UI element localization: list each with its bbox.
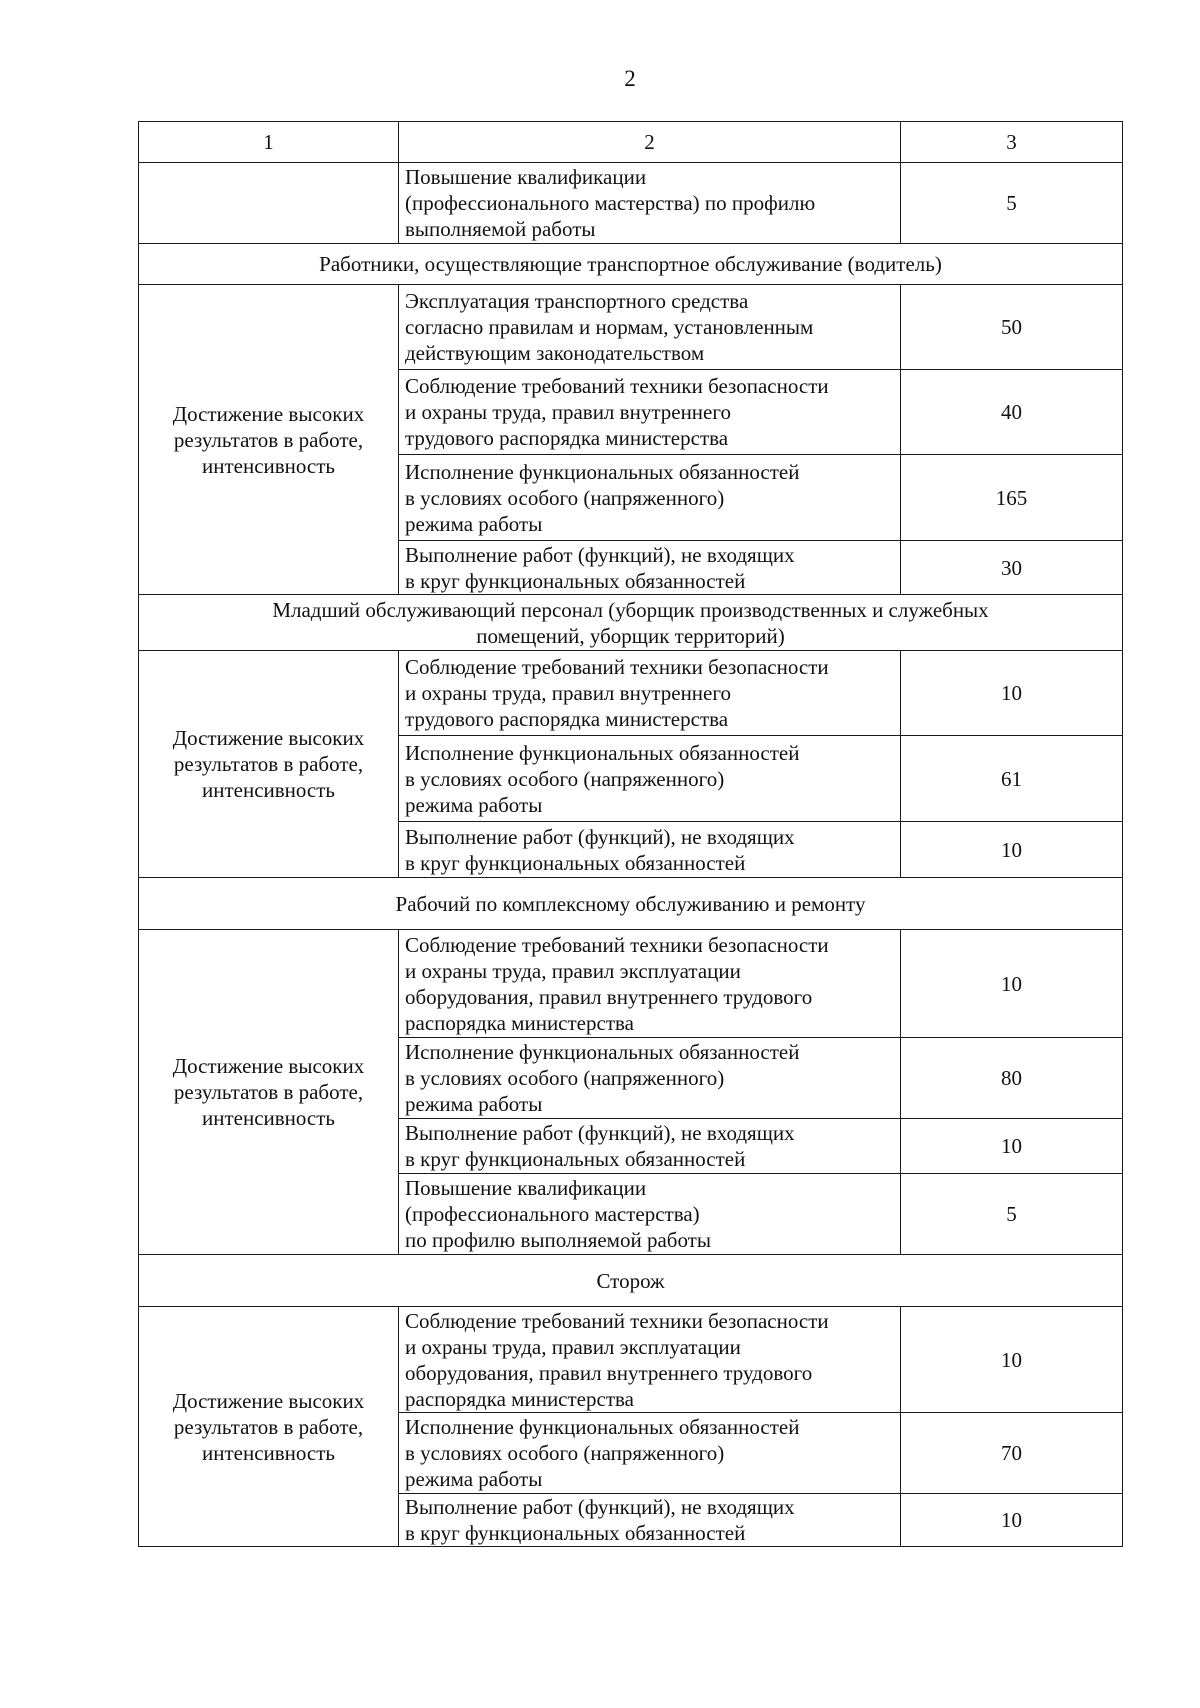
text-line: трудового распорядка министерства xyxy=(405,426,729,450)
text-line: в условиях особого (напряженного) xyxy=(405,1066,725,1090)
text-line: оборудования, правил внутреннего трудового xyxy=(405,984,813,1009)
text-line: Соблюдение требований техники безопасности xyxy=(405,374,829,398)
section-header-row xyxy=(139,878,1123,930)
text-line: режима работы xyxy=(405,1092,543,1116)
text-line: и охраны труда, правил эксплуатации xyxy=(405,1334,741,1359)
points-cell: 40 xyxy=(901,370,1123,455)
points-cell: 50 xyxy=(901,285,1123,370)
section-title xyxy=(139,1255,1123,1307)
text-line: (профессионального мастерства) xyxy=(405,1202,700,1226)
column-header: 1 xyxy=(139,122,399,163)
points-cell: 10 xyxy=(901,1494,1123,1547)
text-line: режима работы xyxy=(405,792,543,817)
table-row xyxy=(139,163,1123,244)
text-line: трудового распорядка министерства xyxy=(405,707,729,731)
text-line: Достижение высоких xyxy=(172,401,365,426)
points-cell: 10 xyxy=(901,1307,1123,1413)
points-cell: 30 xyxy=(901,541,1123,595)
section-header-row xyxy=(139,1255,1123,1307)
section-header-row xyxy=(139,244,1123,285)
text-line: в условиях особого (напряженного) xyxy=(405,766,725,791)
table-row xyxy=(139,651,1123,736)
text-line: Достижение высоких xyxy=(172,726,365,750)
indicator-cell xyxy=(399,541,901,595)
criterion-cell xyxy=(139,285,399,595)
page-number: 2 xyxy=(624,66,636,91)
text-line: Повышение квалификации xyxy=(405,1176,647,1200)
indicator-cell xyxy=(399,163,901,244)
table-body xyxy=(139,122,1123,1547)
text-line: интенсивность xyxy=(201,1106,336,1130)
text-line: выполняемой работы xyxy=(405,217,596,241)
text-line: Эксплуатация транспортного средства xyxy=(405,289,749,313)
points-cell: 165 xyxy=(901,455,1123,541)
criterion-cell xyxy=(139,651,399,878)
points-cell: 5 xyxy=(901,163,1123,244)
text-line: результатов в работе, xyxy=(173,752,364,776)
indicator-cell xyxy=(399,370,901,455)
text-line: Выполнение работ (функций), не входящих xyxy=(405,824,795,849)
text-line: в условиях особого (напряженного) xyxy=(405,485,725,510)
text-line: Выполнение работ (функций), не входящих xyxy=(405,542,795,567)
text-line: результатов в работе, xyxy=(173,427,364,452)
indicator-cell xyxy=(399,822,901,878)
text-line: интенсивность xyxy=(201,778,336,802)
text-line: Соблюдение требований техники безопасности xyxy=(405,655,829,679)
section-title xyxy=(139,244,1123,285)
criterion-cell xyxy=(139,930,399,1255)
indicator-cell xyxy=(399,285,901,370)
column-header: 2 xyxy=(399,122,901,163)
points-cell: 70 xyxy=(901,1413,1123,1494)
text-line: Исполнение функциональных обязанностей xyxy=(405,1040,800,1064)
text-line: Выполнение работ (функций), не входящих xyxy=(405,1495,795,1519)
points-cell: 10 xyxy=(901,822,1123,878)
text-line: в круг функциональных обязанностей xyxy=(405,1521,746,1545)
text-line: и охраны труда, правил внутреннего xyxy=(405,400,731,424)
text-line: Работники, осуществляющие транспортное обслуживание (водитель) xyxy=(319,252,942,276)
section-title xyxy=(139,878,1123,930)
text-line: распорядка министерства xyxy=(405,1386,634,1411)
points-cell: 10 xyxy=(901,1119,1123,1174)
text-line: интенсивность xyxy=(201,1440,336,1465)
table-row xyxy=(139,1307,1123,1413)
text-line: Достижение высоких xyxy=(172,1388,365,1413)
text-line: результатов в работе, xyxy=(173,1080,364,1104)
text-line: действующим законодательством xyxy=(405,341,705,365)
text-line: в круг функциональных обязанностей xyxy=(405,568,746,593)
text-line: режима работы xyxy=(405,1467,543,1491)
points-cell: 80 xyxy=(901,1038,1123,1119)
text-line: согласно правилам и нормам, установленным xyxy=(405,315,814,339)
text-line: в условиях особого (напряженного) xyxy=(405,1441,725,1465)
indicator-cell xyxy=(399,1494,901,1547)
text-line: интенсивность xyxy=(201,453,336,478)
text-line: распорядка министерства xyxy=(405,1010,634,1035)
points-cell: 5 xyxy=(901,1174,1123,1255)
text-line: Исполнение функциональных обязанностей xyxy=(405,740,800,765)
text-line: оборудования, правил внутреннего трудового xyxy=(405,1360,813,1385)
text-line: Выполнение работ (функций), не входящих xyxy=(405,1121,795,1145)
text-line: Исполнение функциональных обязанностей xyxy=(405,459,800,484)
indicator-cell xyxy=(399,1174,901,1255)
text-line: и охраны труда, правил эксплуатации xyxy=(405,958,741,983)
text-line: Соблюдение требований техники безопасности xyxy=(405,932,829,957)
points-cell: 10 xyxy=(901,930,1123,1038)
indicator-cell xyxy=(399,455,901,541)
text-line: помещений, уборщик территорий) xyxy=(476,623,785,648)
text-line: Соблюдение требований техники безопасности xyxy=(405,1308,829,1333)
text-line: результатов в работе, xyxy=(173,1414,364,1439)
criterion-cell xyxy=(139,163,399,244)
indicator-cell xyxy=(399,736,901,822)
indicator-cell xyxy=(399,1413,901,1494)
column-header: 3 xyxy=(901,122,1123,163)
text-line: в круг функциональных обязанностей xyxy=(405,850,746,875)
points-cell: 61 xyxy=(901,736,1123,822)
text-line: и охраны труда, правил внутреннего xyxy=(405,681,731,705)
section-title xyxy=(139,595,1123,651)
column-header-row xyxy=(139,122,1123,163)
points-cell: 10 xyxy=(901,651,1123,736)
section-header-row xyxy=(139,595,1123,651)
indicator-cell xyxy=(399,1119,901,1174)
text-line: Повышение квалификации xyxy=(405,165,647,189)
criteria-table xyxy=(138,121,1123,1547)
table-row xyxy=(139,285,1123,370)
text-line: Исполнение функциональных обязанностей xyxy=(405,1415,800,1439)
text-line: Младший обслуживающий персонал (уборщик производственных и служебных xyxy=(272,597,989,622)
indicator-cell xyxy=(399,651,901,736)
text-line: Сторож xyxy=(596,1268,665,1293)
text-line: по профилю выполняемой работы xyxy=(405,1228,711,1252)
text-line: (профессионального мастерства) по профилю xyxy=(405,191,816,215)
text-line: режима работы xyxy=(405,511,543,536)
criterion-cell xyxy=(139,1307,399,1547)
text-line: Достижение высоких xyxy=(172,1054,365,1078)
indicator-cell xyxy=(399,930,901,1038)
indicator-cell xyxy=(399,1038,901,1119)
table-row xyxy=(139,930,1123,1038)
text-line: в круг функциональных обязанностей xyxy=(405,1147,746,1171)
indicator-cell xyxy=(399,1307,901,1413)
text-line: Рабочий по комплексному обслуживанию и ремонту xyxy=(395,891,866,916)
